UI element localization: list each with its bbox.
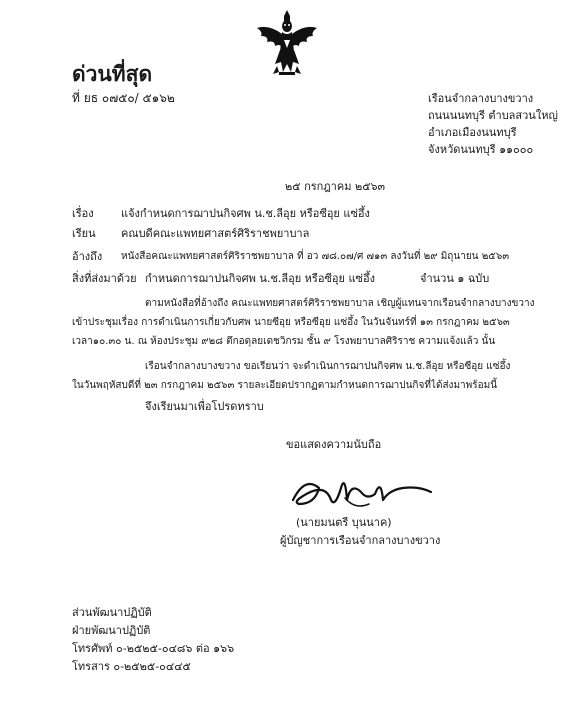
enclosure-text: กำหนดการฌาปนกิจศพ น.ช.ลีอุย หรือซีอุย แซ่อึ้ง (145, 272, 375, 285)
document-number: ที่ ยธ ๐๗๕๐/ ๕๑๖๒ (72, 91, 175, 105)
footer-line: โทรศัพท์ ๐-๒๕๒๕-๐๔๘๖ ต่อ ๑๖๖ (72, 642, 235, 655)
enclosure-quantity: จำนวน ๑ ฉบับ (420, 272, 490, 285)
subject-label: เรื่อง (72, 207, 94, 220)
address-line: จังหวัดนนทบุรี ๑๑๐๐๐ (428, 143, 534, 156)
address-line: เรือนจำกลางบางขวาง (428, 92, 534, 105)
body-line: เรือนจำกลางบางขวาง ขอเรียนว่า จะดำเนินการฌาปนกิจศพ น.ช.ลีอุย หรือซีอุย แซ่อึ้ง (145, 361, 511, 372)
address-line: อำเภอเมืองนนทบุรี (428, 126, 517, 139)
garuda-emblem (253, 6, 321, 78)
body-line: ในวันพฤหัสบดีที่ ๒๓ กรกฎาคม ๒๕๖๓ รายละเอียดปรากฏตามกำหนดการฌาปนกิจที่ได้ส่งมาพร้อมนี้ (72, 380, 498, 391)
footer-line: โทรสาร ๐-๒๕๒๕-๐๔๔๕ (72, 660, 191, 673)
body-line: เข้าประชุมเรื่อง การดำเนินการเกี่ยวกับศพ นายซีอุย หรือซีอุย แซ่อึ้ง ในวันจันทร์ที่ ๑๓ กรกฎาคม ๒๕๖๓ (72, 317, 510, 328)
handwritten-signature (285, 470, 435, 515)
footer-line: ฝ่ายพัฒนาปฏิบัติ (72, 624, 151, 637)
reference-text: หนังสือคณะแพทยศาสตร์ศิริราชพยาบาล ที่ อว ๗๘.๐๗/ศ ๗๑๓ ลงวันที่ ๒๙ มิถุนายน ๒๕๖๓ (121, 251, 510, 262)
urgency-stamp: ด่วนที่สุด (72, 61, 153, 86)
body-line: ตามหนังสือที่อ้างถึง คณะแพทยศาสตร์ศิริราชพยาบาล เชิญผู้แทนจากเรือนจำกลางบางขวาง (145, 298, 535, 309)
subject-text: แจ้งกำหนดการฌาปนกิจศพ น.ช.ลีอุย หรือซีอุย แซ่อึ้ง (121, 207, 370, 220)
document-date: ๒๕ กรกฎาคม ๒๕๖๓ (285, 180, 386, 193)
closing-phrase: ขอแสดงความนับถือ (286, 438, 382, 451)
footer-line: ส่วนพัฒนาปฏิบัติ (72, 606, 152, 619)
recipient-label: เรียน (72, 227, 96, 240)
address-line: ถนนนนทบุรี ตำบลสวนใหญ่ (428, 109, 558, 122)
signer-title: ผู้บัญชาการเรือนจำกลางบางขวาง (280, 534, 441, 547)
recipient-text: คณบดีคณะแพทยศาสตร์ศิริราชพยาบาล (121, 227, 310, 240)
signer-name: (นายมนตรี บุนนาค) (296, 516, 392, 529)
reference-label: อ้างถึง (72, 250, 103, 263)
body-line: เวลา๑๐.๓๐ น. ณ ห้องประชุม ๙๒๘ ตึกอดุลยเดชวิกรม ชั้น ๙ โรงพยาบาลศิริราช ความแจ้งแล้ว นั้น (72, 336, 496, 347)
body-line: จึงเรียนมาเพื่อโปรดทราบ (145, 400, 264, 413)
enclosure-label: สิ่งที่ส่งมาด้วย (72, 272, 137, 285)
